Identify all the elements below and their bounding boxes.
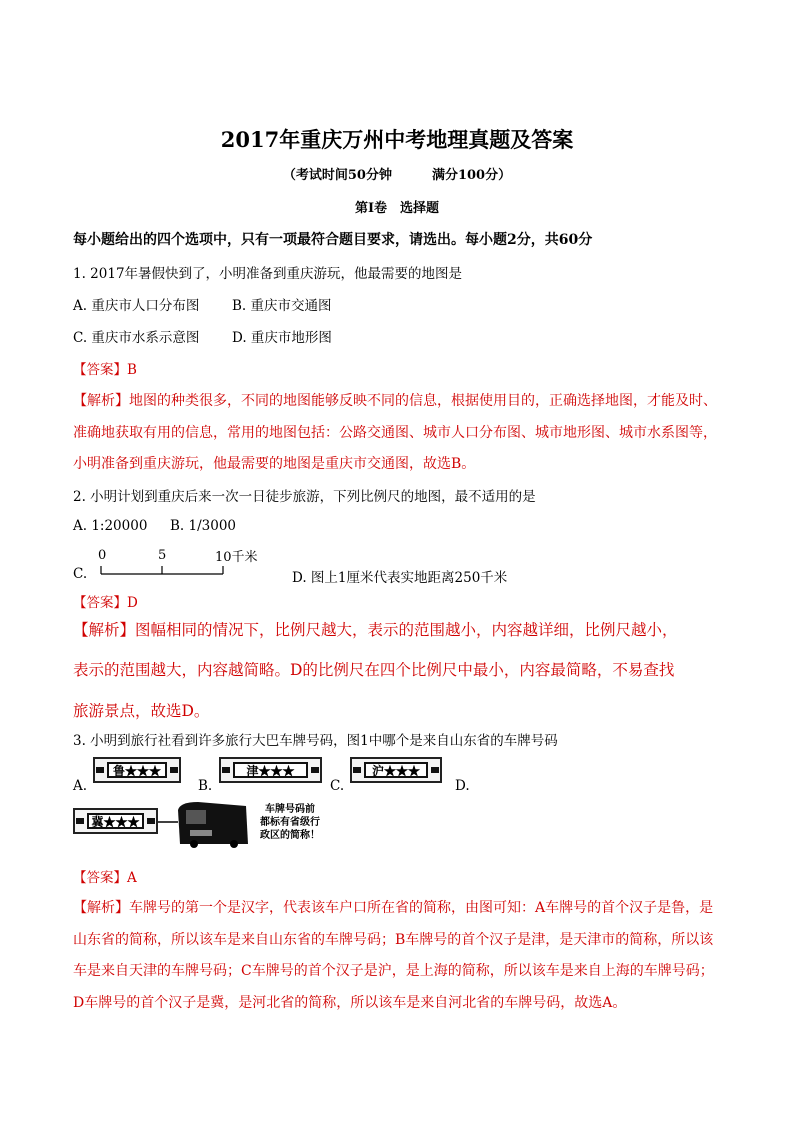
scale-bar xyxy=(95,546,265,580)
scale-tick-label: 10千米 xyxy=(215,550,258,565)
question-2-option-a: A. 1:20000 xyxy=(73,518,148,534)
license-plate-c xyxy=(350,757,442,783)
question-3-explanation-line: D车牌号的首个汉子是冀，是河北省的简称，所以该车是来自河北省的车牌号码，故选A。 xyxy=(73,995,627,1011)
question-1-option-a: A. 重庆市人口分布图 xyxy=(73,298,200,314)
question-1-stem: 1. 2017年暑假快到了，小明准备到重庆游玩，他最需要的地图是 xyxy=(73,266,463,282)
question-1-answer: 【答案】B xyxy=(73,362,137,378)
license-plate-d xyxy=(73,808,158,834)
question-2-stem: 2. 小明计划到重庆后来一次一日徒步旅游，下列比例尺的地图，最不适用的是 xyxy=(73,489,536,505)
plate-text: 鲁★★★ xyxy=(107,762,167,778)
question-3-stem: 3. 小明到旅行社看到许多旅行大巴车牌号码，图1中哪个是来自山东省的车牌号码 xyxy=(73,733,558,749)
question-2-option-d: D. 图上1厘米代表实地距离250千米 xyxy=(292,570,508,586)
question-3-answer: 【答案】A xyxy=(73,870,137,886)
bus-note-line: 政区的简称！ xyxy=(260,830,320,841)
question-3-option-d: D. xyxy=(455,778,470,794)
instruction-text: 每小题给出的四个选项中，只有一项最符合题目要求，请选出。每小题2分，共60分 xyxy=(73,232,593,248)
question-1-option-b: B. 重庆市交通图 xyxy=(232,298,332,314)
page-title: 2017年重庆万州中考地理真题及答案 xyxy=(220,127,574,152)
plate-text: 津★★★ xyxy=(233,762,308,778)
license-plate-a xyxy=(93,757,181,783)
plate-text: 沪★★★ xyxy=(364,762,428,778)
question-1-explanation-line: 小明准备到重庆游玩，他最需要的地图是重庆市交通图，故选B。 xyxy=(73,456,476,472)
exam-score: 满分100分） xyxy=(431,168,512,183)
question-2-option-c: C. xyxy=(73,566,88,582)
question-3-explanation-line: 车是来自天津的车牌号码；C车牌号的首个汉子是沪，是上海的简称，所以该车是来自上海的车牌号码； xyxy=(73,963,714,979)
question-2-explanation-line: 旅游景点，故选D。 xyxy=(73,702,210,720)
bus-note-line: 车牌号码前 xyxy=(265,804,315,815)
plate-text: 冀★★★ xyxy=(87,813,144,829)
question-1-option-c: C. 重庆市水系示意图 xyxy=(73,330,200,346)
scale-tick-label: 0 xyxy=(98,548,107,563)
question-2-answer: 【答案】D xyxy=(73,595,138,611)
question-3-option-c: C. xyxy=(330,778,345,794)
question-3-option-b: B. xyxy=(198,778,213,794)
question-1-option-d: D. 重庆市地形图 xyxy=(232,330,332,346)
exam-subtitle xyxy=(0,164,794,183)
scale-tick-label: 5 xyxy=(158,548,167,563)
exam-time: （考试时间50分钟 xyxy=(282,168,392,183)
question-3-explanation-line: 【解析】车牌号的第一个是汉字，代表该车户口所在省的简称，由图可知：A车牌号的首个汉子是鲁，是 xyxy=(73,900,714,916)
bus-note-line: 都标有省级行 xyxy=(260,817,320,828)
question-2-option-b: B. 1/3000 xyxy=(170,518,236,534)
license-plate-b xyxy=(219,757,322,783)
bus-illustration xyxy=(150,800,250,848)
question-1-explanation-line: 准确地获取有用的信息，常用的地图包括：公路交通图、城市人口分布图、城市地形图、城市水系图等， xyxy=(73,425,717,441)
bus-note xyxy=(250,803,330,842)
question-3-explanation-line: 山东省的简称，所以该车是来自山东省的车牌号码；B车牌号的首个汉子是津，是天津市的简称，所以该 xyxy=(73,932,714,948)
question-1-explanation-line: 【解析】地图的种类很多，不同的地图能够反映不同的信息，根据使用目的，正确选择地图，才能及时、 xyxy=(73,393,717,409)
question-2-explanation-line: 表示的范围越大，内容越简略。D的比例尺在四个比例尺中最小，内容最简略，不易查找 xyxy=(73,661,675,679)
question-3-option-a: A. xyxy=(73,778,88,794)
question-2-explanation-line: 【解析】图幅相同的情况下，比例尺越大，表示的范围越小，内容越详细，比例尺越小， xyxy=(73,621,678,639)
section-heading: 第Ⅰ卷 选择题 xyxy=(354,201,440,216)
